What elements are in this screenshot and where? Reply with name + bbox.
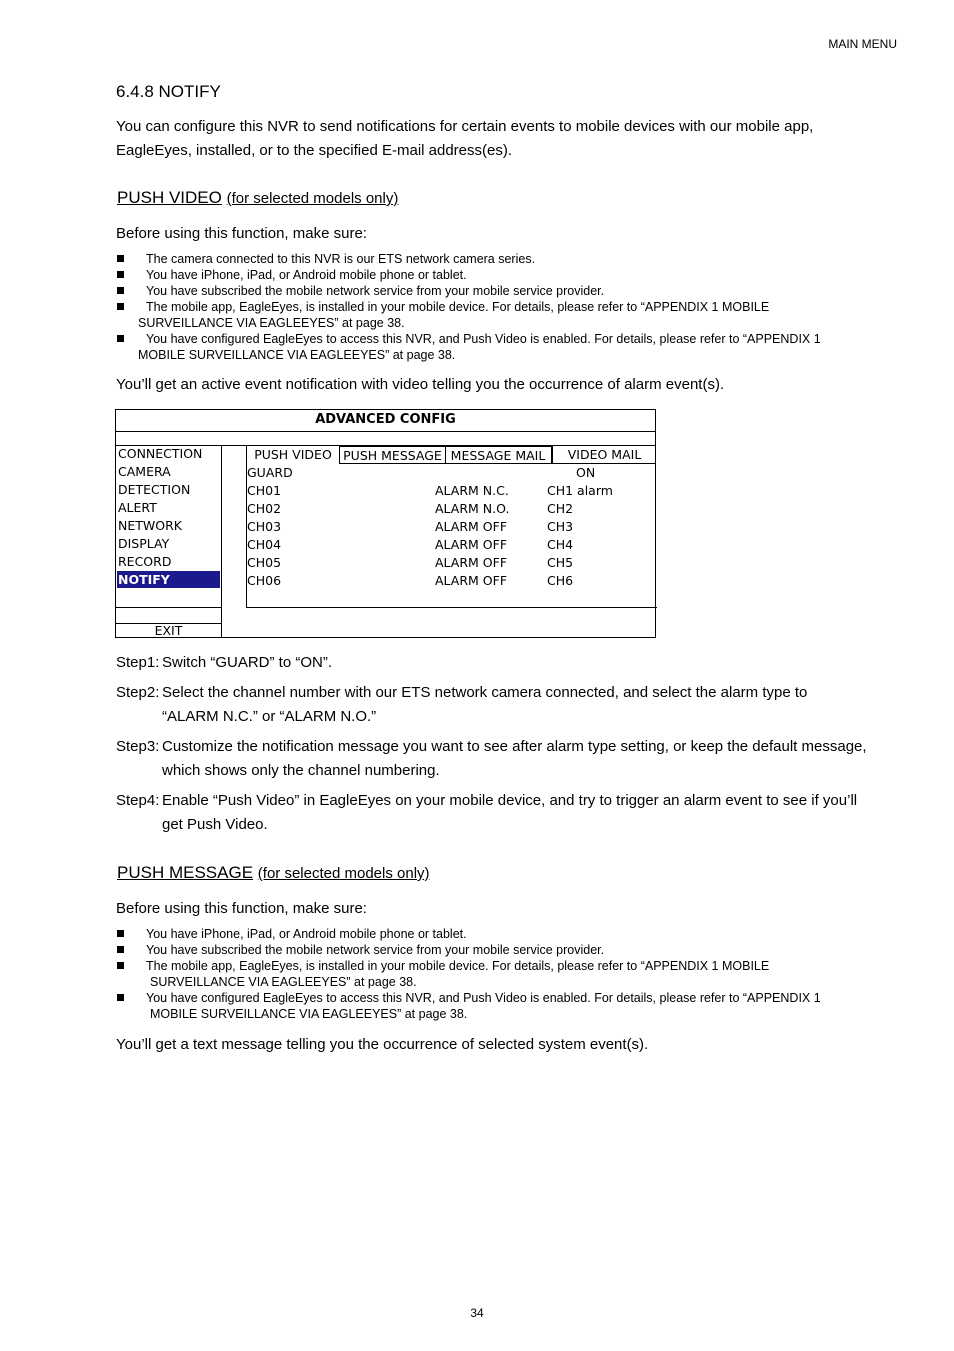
push-video-title: PUSH VIDEO [117,188,222,207]
guard-value[interactable]: ON [576,465,596,480]
alarm-type-select[interactable]: ALARM N.O. [435,501,510,516]
list-item: The mobile app, EagleEyes, is installed in your mobile device. For details, please refer to “APPENDIX 1 MOBILE SURVEILLANCE VIA EAGLEEYES” at page 38. [116,299,896,331]
intro-line: EagleEyes, installed, or to the specified E-mail address(es). [116,142,513,159]
tab-push-video[interactable]: PUSH VIDEO [254,447,332,462]
menu-display[interactable]: DISPLAY [118,536,170,551]
notify-message-field[interactable]: CH4 [547,537,574,552]
push-video-bullet-list [116,251,896,363]
notify-message-field[interactable]: CH6 [547,573,574,588]
page-number: 34 [470,1306,484,1320]
push-video-heading [117,188,398,208]
step-item: Step4: Enable “Push Video” in EagleEyes on your mobile device, and try to trigger an alarm event to see if you’ll get Push Video. [116,792,858,833]
notify-message-field[interactable]: CH1 alarm [547,483,613,498]
exit-button[interactable]: EXIT [116,623,222,638]
channel-label: CH01 [247,483,282,498]
push-video-result: You’ll get an active event notification with video telling you the occurrence of alarm event(s). [116,376,725,393]
steps-list [116,651,896,843]
alarm-type-select[interactable]: ALARM OFF [435,555,508,570]
list-item: You have subscribed the mobile network service from your mobile service provider. [116,283,896,299]
push-video-before: Before using this function, make sure: [116,225,367,242]
step-item: Step2: Select the channel number with our ETS network camera connected, and select the alarm type to “ALARM N.C.” or “ALARM N.O.” [116,684,808,725]
tab-message-mail[interactable]: MESSAGE MAIL [445,446,552,464]
tab-push-message[interactable]: PUSH MESSAGE [339,446,446,464]
intro-paragraph [116,115,896,163]
section-title: 6.4.8 NOTIFY [116,82,221,101]
push-message-note: (for selected models only) [257,865,430,882]
menu-camera[interactable]: CAMERA [118,464,171,479]
step-item: Step1: Switch “GUARD” to “ON”. [116,654,333,671]
panel-title: ADVANCED CONFIG [315,412,456,427]
push-message-title: PUSH MESSAGE [117,863,254,882]
push-message-before: Before using this function, make sure: [116,900,367,917]
alarm-type-select[interactable]: ALARM N.C. [435,483,509,498]
push-video-note: (for selected models only) [226,190,399,207]
list-item: The mobile app, EagleEyes, is installed in your mobile device. For details, please refer to “APPENDIX 1 MOBILE SURVEILLANCE VIA EAGLEEYES” at page 38. [116,958,896,990]
list-item: You have iPhone, iPad, or Android mobile phone or tablet. [116,267,896,283]
notify-message-field[interactable]: CH3 [547,519,574,534]
running-header: MAIN MENU [828,37,897,51]
channel-label: CH04 [247,537,282,552]
push-message-heading [117,863,430,883]
menu-alert[interactable]: ALERT [118,500,157,515]
notify-message-field[interactable]: CH5 [547,555,574,570]
push-message-bullet-list [116,926,896,1022]
list-item: The camera connected to this NVR is our ETS network camera series. [116,251,896,267]
push-message-result: You’ll get a text message telling you the occurrence of selected system event(s). [116,1036,649,1053]
menu-connection[interactable]: CONNECTION [118,446,203,461]
list-item: You have configured EagleEyes to access this NVR, and Push Video is enabled. For details, please refer to “APPENDIX 1 MOBILE SURVEILLANCE VIA EAGLEEYES” at page 38. [116,990,896,1022]
alarm-type-select[interactable]: ALARM OFF [435,573,508,588]
intro-line: You can configure this NVR to send notifications for certain events to mobile devices with our mobile app, [116,118,814,135]
menu-notify[interactable]: NOTIFY [117,571,220,588]
list-item: You have subscribed the mobile network service from your mobile service provider. [116,942,896,958]
channel-label: CH02 [247,501,282,516]
step-item: Step3: Customize the notification message you want to see after alarm type setting, or keep the default message, which shows only the channel numbering. [116,738,867,779]
list-item: You have iPhone, iPad, or Android mobile phone or tablet. [116,926,896,942]
advanced-config-panel [115,409,656,638]
menu-record[interactable]: RECORD [118,554,172,569]
notify-message-field[interactable]: CH2 [547,501,574,516]
tab-video-mail[interactable]: VIDEO MAIL [552,446,656,464]
menu-network[interactable]: NETWORK [118,518,182,533]
channel-label: CH06 [247,573,282,588]
alarm-type-select[interactable]: ALARM OFF [435,519,508,534]
channel-label: CH03 [247,519,282,534]
menu-detection[interactable]: DETECTION [118,482,191,497]
alarm-type-select[interactable]: ALARM OFF [435,537,508,552]
channel-label: CH05 [247,555,282,570]
list-item: You have configured EagleEyes to access this NVR, and Push Video is enabled. For details, please refer to “APPENDIX 1 MOBILE SURVEILLANCE VIA EAGLEEYES” at page 38. [116,331,896,363]
guard-label: GUARD [247,465,293,480]
